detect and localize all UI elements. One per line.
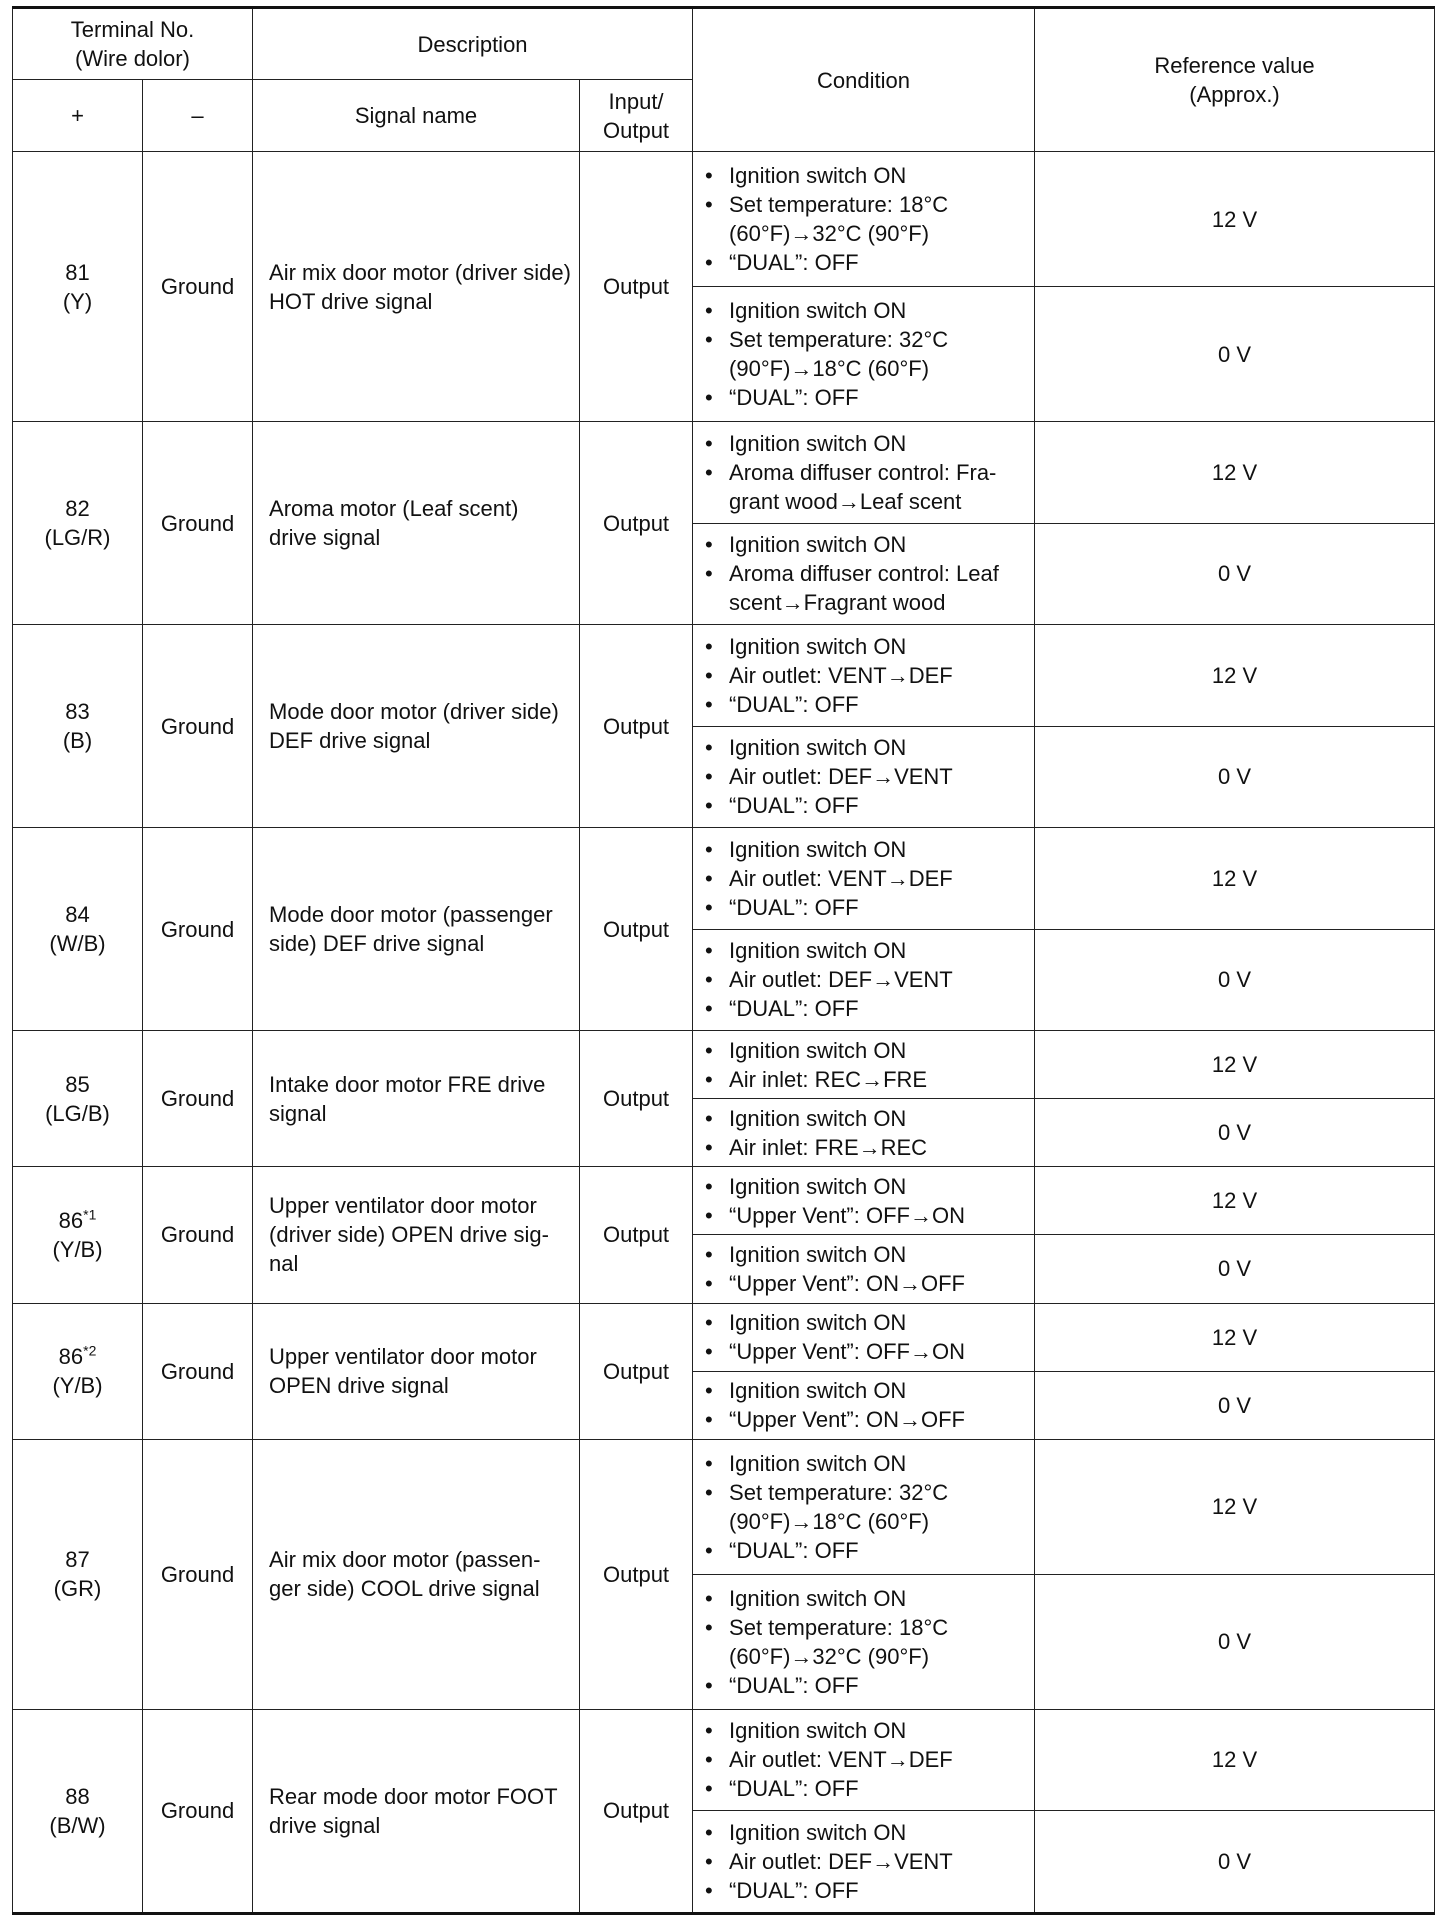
table-row: [13, 1031, 1435, 1099]
condition-text: Ignition switch ON: [729, 298, 907, 323]
condition-item: [703, 296, 1028, 325]
terminal-cell: [13, 422, 143, 625]
condition-list: [703, 632, 1028, 719]
reference-value-cell: 0 V: [1035, 1235, 1435, 1303]
bullet-icon: •: [705, 1310, 713, 1336]
condition-item: [703, 936, 1028, 965]
bullet-icon: •: [705, 163, 713, 188]
terminal-number-line: [13, 494, 142, 523]
bullet-icon: •: [705, 327, 713, 352]
input-output-cell: Output: [580, 1439, 693, 1709]
condition-cell: [693, 152, 1035, 287]
bullet-icon: •: [705, 1105, 713, 1131]
ground-cell: Ground: [143, 1167, 253, 1303]
condition-list: [703, 1104, 1028, 1162]
condition-list: [703, 161, 1028, 277]
terminal-cell: [13, 1031, 143, 1167]
reference-value-cell: 12 V: [1035, 422, 1435, 524]
condition-item: [703, 1449, 1028, 1478]
bullet-icon: •: [705, 764, 713, 790]
terminal-footnote: *1: [83, 1206, 97, 1223]
signal-name-header: Signal name: [253, 80, 580, 152]
terminal-number: 86: [58, 1344, 84, 1370]
terminal-number-line: [13, 1782, 142, 1811]
condition-item: [703, 1036, 1028, 1065]
terminal-number: 87: [65, 1547, 90, 1573]
condition-text: Ignition switch ON: [729, 1173, 907, 1199]
condition-text: Air outlet: VENT→DEF: [729, 1747, 953, 1773]
condition-cell: [693, 1371, 1035, 1439]
ground-cell: Ground: [143, 828, 253, 1031]
terminal-cell: [13, 828, 143, 1031]
condition-item: [703, 1240, 1028, 1269]
condition-text: Air outlet: VENT→DEF: [729, 865, 953, 891]
condition-cell: [693, 523, 1035, 625]
terminal-number-line: [13, 1545, 142, 1574]
condition-text: Air inlet: REC→FRE: [729, 1066, 928, 1092]
condition-text: “Upper Vent”: ON→OFF: [729, 1270, 965, 1296]
signal-name-cell: Mode door motor (driver side) DEF drive signal: [253, 625, 580, 828]
wire-color-label: (Wire dolor): [75, 46, 190, 71]
condition-item: [703, 530, 1028, 559]
condition-item: [703, 1376, 1028, 1405]
condition-item: [703, 325, 1028, 383]
description-header: Description: [253, 8, 693, 80]
bullet-icon: •: [705, 1537, 713, 1563]
terminal-cell: [13, 625, 143, 828]
condition-item: [703, 458, 1028, 516]
terminal-number-line: [13, 697, 142, 726]
bullet-icon: •: [705, 662, 713, 688]
table-body: [13, 152, 1435, 1914]
reference-value-cell: 0 V: [1035, 929, 1435, 1031]
bullet-icon: •: [705, 192, 713, 217]
signal-name-cell: Air mix door motor (passen-ger side) COOL drive signal: [253, 1439, 580, 1709]
bullet-icon: •: [705, 1672, 713, 1698]
condition-text: “DUAL”: OFF: [729, 996, 859, 1022]
reference-value-cell: 0 V: [1035, 1574, 1435, 1709]
bullet-icon: •: [705, 1066, 713, 1092]
condition-cell: [693, 1235, 1035, 1303]
condition-cell: [693, 422, 1035, 524]
terminal-number: 86: [58, 1207, 84, 1233]
condition-text: Ignition switch ON: [729, 1585, 907, 1611]
condition-text: Ignition switch ON: [729, 1378, 907, 1404]
terminal-number-line: [13, 1206, 142, 1235]
wire-color: (LG/B): [45, 1100, 110, 1126]
bullet-icon: •: [705, 967, 713, 993]
input-output-cell: Output: [580, 422, 693, 625]
bullet-icon: •: [705, 1339, 713, 1365]
condition-text: Air outlet: VENT→DEF: [729, 662, 953, 688]
ground-cell: Ground: [143, 625, 253, 828]
condition-header: Condition: [693, 8, 1035, 152]
bullet-icon: •: [705, 1718, 713, 1744]
wire-color: (W/B): [49, 931, 106, 957]
reference-value-cell: 12 V: [1035, 625, 1435, 727]
condition-text: “DUAL”: OFF: [729, 250, 859, 275]
condition-text: Air outlet: DEF→VENT: [729, 764, 953, 790]
bullet-icon: •: [705, 1585, 713, 1611]
terminal-number: 82: [65, 496, 90, 522]
bullet-icon: •: [705, 996, 713, 1022]
wire-color: (B/W): [49, 1812, 106, 1838]
condition-item: [703, 1716, 1028, 1745]
bullet-icon: •: [705, 1479, 713, 1505]
condition-item: [703, 661, 1028, 690]
ground-cell: Ground: [143, 1031, 253, 1167]
condition-item: [703, 791, 1028, 820]
condition-item: [703, 994, 1028, 1023]
wire-color: (GR): [53, 1576, 102, 1602]
condition-list: [703, 1716, 1028, 1803]
condition-item: [703, 161, 1028, 190]
condition-text: Ignition switch ON: [729, 1718, 907, 1744]
condition-cell: [693, 1439, 1035, 1574]
input-output-cell: Output: [580, 152, 693, 422]
condition-list: [703, 1376, 1028, 1434]
terminal-cell: [13, 1303, 143, 1439]
wire-color: (LG/R): [44, 525, 111, 551]
bullet-icon: •: [705, 1776, 713, 1802]
condition-item: [703, 1104, 1028, 1133]
condition-item: [703, 1269, 1028, 1298]
condition-item: [703, 1876, 1028, 1905]
condition-cell: [693, 828, 1035, 930]
output-label: Output: [603, 117, 670, 143]
table-row: [13, 828, 1435, 930]
condition-text: Ignition switch ON: [729, 1037, 907, 1063]
condition-cell: [693, 929, 1035, 1031]
condition-item: [703, 1201, 1028, 1230]
bullet-icon: •: [705, 1202, 713, 1228]
approx-label: (Approx.): [1189, 82, 1280, 107]
bullet-icon: •: [705, 385, 713, 410]
signal-name-cell: Aroma motor (Leaf scent) drive signal: [253, 422, 580, 625]
condition-list: [703, 1240, 1028, 1298]
table-row: [13, 152, 1435, 287]
bullet-icon: •: [705, 633, 713, 659]
reference-value-cell: 0 V: [1035, 287, 1435, 422]
bullet-icon: •: [705, 865, 713, 891]
table-row: [13, 1709, 1435, 1811]
wire-color: (Y/B): [52, 1236, 103, 1262]
condition-item: [703, 1584, 1028, 1613]
reference-value-cell: 12 V: [1035, 1439, 1435, 1574]
reference-value-cell: 12 V: [1035, 828, 1435, 930]
condition-text: “DUAL”: OFF: [729, 1537, 859, 1563]
terminal-number: 85: [65, 1071, 90, 1097]
condition-text: Air inlet: FRE→REC: [729, 1134, 928, 1160]
condition-text: Ignition switch ON: [729, 1105, 907, 1131]
condition-text: Aroma diffuser control: Fra-grant wood→Leaf scent: [729, 459, 997, 514]
terminal-footnote: *2: [83, 1342, 97, 1359]
signal-name-cell: Mode door motor (passenger side) DEF drive signal: [253, 828, 580, 1031]
bullet-icon: •: [705, 1747, 713, 1773]
condition-item: [703, 1405, 1028, 1434]
ground-cell: Ground: [143, 1439, 253, 1709]
condition-cell: [693, 1031, 1035, 1099]
terminal-number: 81: [65, 259, 90, 285]
table-row: [13, 625, 1435, 727]
bullet-icon: •: [705, 1241, 713, 1267]
condition-list: [703, 1818, 1028, 1905]
condition-cell: [693, 1574, 1035, 1709]
condition-text: Air outlet: DEF→VENT: [729, 1849, 953, 1875]
ground-cell: Ground: [143, 422, 253, 625]
condition-text: “Upper Vent”: OFF→ON: [729, 1339, 965, 1365]
condition-item: [703, 1847, 1028, 1876]
condition-list: [703, 296, 1028, 412]
condition-list: [703, 429, 1028, 516]
input-output-cell: Output: [580, 1167, 693, 1303]
condition-text: Ignition switch ON: [729, 735, 907, 761]
condition-item: [703, 1478, 1028, 1536]
bullet-icon: •: [705, 1270, 713, 1296]
table-row: [13, 1167, 1435, 1235]
input-output-cell: Output: [580, 1031, 693, 1167]
condition-text: Ignition switch ON: [729, 836, 907, 862]
condition-text: Ignition switch ON: [729, 938, 907, 964]
input-output-cell: Output: [580, 625, 693, 828]
ground-cell: Ground: [143, 1303, 253, 1439]
condition-item: [703, 248, 1028, 277]
condition-item: [703, 762, 1028, 791]
condition-item: [703, 1745, 1028, 1774]
terminal-number-line: [13, 1342, 142, 1371]
reference-value-cell: 12 V: [1035, 1167, 1435, 1235]
condition-list: [703, 1584, 1028, 1700]
ground-cell: Ground: [143, 1709, 253, 1913]
condition-item: [703, 1774, 1028, 1803]
bullet-icon: •: [705, 532, 713, 558]
bullet-icon: •: [705, 561, 713, 587]
reference-value-cell: 12 V: [1035, 1303, 1435, 1371]
reference-value-header: [1035, 8, 1435, 152]
signal-name-cell: Upper ventilator door motor (driver side) OPEN drive sig-nal: [253, 1167, 580, 1303]
condition-cell: [693, 1811, 1035, 1914]
condition-list: [703, 936, 1028, 1023]
terminal-cell: [13, 1167, 143, 1303]
condition-list: [703, 733, 1028, 820]
condition-list: [703, 1172, 1028, 1230]
condition-text: “DUAL”: OFF: [729, 691, 859, 717]
terminal-number-line: [13, 1070, 142, 1099]
reference-value-cell: 0 V: [1035, 1099, 1435, 1167]
condition-text: “DUAL”: OFF: [729, 894, 859, 920]
condition-cell: [693, 287, 1035, 422]
bullet-icon: •: [705, 894, 713, 920]
plus-header: +: [13, 80, 143, 152]
condition-text: Set temperature: 18°C (60°F)→32°C (90°F): [729, 192, 949, 246]
condition-text: “DUAL”: OFF: [729, 1776, 859, 1802]
terminal-no-label: Terminal No.: [70, 17, 195, 42]
bullet-icon: •: [705, 793, 713, 819]
input-label: Input/: [608, 88, 664, 114]
table-row: [13, 1439, 1435, 1574]
reference-value-cell: 12 V: [1035, 152, 1435, 287]
condition-list: [703, 1449, 1028, 1565]
bullet-icon: •: [705, 1614, 713, 1640]
condition-item: [703, 1065, 1028, 1094]
condition-item: [703, 1133, 1028, 1162]
reference-value-cell: 12 V: [1035, 1709, 1435, 1811]
terminal-number: 83: [65, 699, 90, 725]
condition-cell: [693, 1099, 1035, 1167]
bullet-icon: •: [705, 1134, 713, 1160]
condition-item: [703, 733, 1028, 762]
condition-item: [703, 429, 1028, 458]
terminal-cell: [13, 152, 143, 422]
reference-value-cell: 0 V: [1035, 523, 1435, 625]
condition-text: Air outlet: DEF→VENT: [729, 967, 953, 993]
reference-value-cell: 0 V: [1035, 1371, 1435, 1439]
condition-text: Ignition switch ON: [729, 633, 907, 659]
terminal-number-line: [13, 900, 142, 929]
input-output-header: [580, 80, 693, 152]
bullet-icon: •: [705, 1173, 713, 1199]
terminal-number-line: [13, 258, 142, 287]
bullet-icon: •: [705, 1849, 713, 1875]
bullet-icon: •: [705, 938, 713, 964]
condition-text: Set temperature: 32°C (90°F)→18°C (60°F): [729, 1479, 949, 1534]
input-output-cell: Output: [580, 1709, 693, 1913]
bullet-icon: •: [705, 250, 713, 275]
condition-item: [703, 1172, 1028, 1201]
condition-item: [703, 893, 1028, 922]
condition-cell: [693, 1303, 1035, 1371]
reference-value-cell: 0 V: [1035, 1811, 1435, 1914]
condition-cell: [693, 1709, 1035, 1811]
reference-value-cell: 0 V: [1035, 726, 1435, 828]
condition-text: Set temperature: 32°C (90°F)→18°C (60°F): [729, 327, 949, 381]
terminal-cell: [13, 1439, 143, 1709]
bullet-icon: •: [705, 459, 713, 485]
input-output-cell: Output: [580, 1303, 693, 1439]
wire-color: (Y): [62, 288, 93, 314]
signal-name-cell: Upper ventilator door motor OPEN drive signal: [253, 1303, 580, 1439]
condition-text: Set temperature: 18°C (60°F)→32°C (90°F): [729, 1614, 949, 1669]
condition-text: “Upper Vent”: ON→OFF: [729, 1407, 965, 1433]
condition-item: [703, 965, 1028, 994]
minus-header: –: [143, 80, 253, 152]
condition-item: [703, 835, 1028, 864]
table-row: [13, 1303, 1435, 1371]
condition-item: [703, 1671, 1028, 1700]
wire-color: (Y/B): [52, 1373, 103, 1399]
bullet-icon: •: [705, 298, 713, 323]
terminal-number: 88: [65, 1783, 90, 1809]
condition-text: Ignition switch ON: [729, 1450, 907, 1476]
signal-name-cell: Rear mode door motor FOOT drive signal: [253, 1709, 580, 1913]
condition-text: “Upper Vent”: OFF→ON: [729, 1202, 965, 1228]
signal-name-cell: Air mix door motor (driver side) HOT drive signal: [253, 152, 580, 422]
condition-text: Ignition switch ON: [729, 430, 907, 456]
condition-cell: [693, 726, 1035, 828]
condition-list: [703, 530, 1028, 617]
condition-item: [703, 1536, 1028, 1565]
condition-item: [703, 864, 1028, 893]
condition-text: “DUAL”: OFF: [729, 793, 859, 819]
bullet-icon: •: [705, 735, 713, 761]
bullet-icon: •: [705, 1820, 713, 1846]
condition-item: [703, 690, 1028, 719]
bullet-icon: •: [705, 1878, 713, 1904]
condition-list: [703, 1308, 1028, 1366]
condition-text: “DUAL”: OFF: [729, 1878, 859, 1904]
condition-text: “DUAL”: OFF: [729, 1672, 859, 1698]
condition-item: [703, 190, 1028, 248]
condition-cell: [693, 625, 1035, 727]
condition-item: [703, 1308, 1028, 1337]
terminal-cell: [13, 1709, 143, 1913]
condition-item: [703, 559, 1028, 617]
terminal-number: 84: [65, 902, 90, 928]
condition-item: [703, 1613, 1028, 1671]
condition-cell: [693, 1167, 1035, 1235]
condition-list: [703, 835, 1028, 922]
bullet-icon: •: [705, 1407, 713, 1433]
condition-item: [703, 383, 1028, 412]
condition-list: [703, 1036, 1028, 1094]
input-output-cell: Output: [580, 828, 693, 1031]
reference-value-label: Reference value: [1154, 53, 1315, 78]
terminal-reference-table: [12, 6, 1435, 1915]
bullet-icon: •: [705, 1037, 713, 1063]
condition-item: [703, 632, 1028, 661]
condition-text: Ignition switch ON: [729, 532, 907, 558]
condition-item: [703, 1337, 1028, 1366]
table-row: [13, 422, 1435, 524]
condition-text: “DUAL”: OFF: [729, 385, 859, 410]
condition-text: Ignition switch ON: [729, 1241, 907, 1267]
bullet-icon: •: [705, 430, 713, 456]
bullet-icon: •: [705, 836, 713, 862]
condition-text: Ignition switch ON: [729, 1310, 907, 1336]
bullet-icon: •: [705, 1450, 713, 1476]
bullet-icon: •: [705, 1378, 713, 1404]
condition-text: Ignition switch ON: [729, 163, 907, 188]
condition-text: Ignition switch ON: [729, 1820, 907, 1846]
reference-value-cell: 12 V: [1035, 1031, 1435, 1099]
signal-name-cell: Intake door motor FRE drive signal: [253, 1031, 580, 1167]
wire-color: (B): [62, 728, 93, 754]
bullet-icon: •: [705, 691, 713, 717]
terminal-header: [13, 8, 253, 80]
condition-text: Aroma diffuser control: Leaf scent→Fragrant wood: [729, 561, 999, 616]
ground-cell: Ground: [143, 152, 253, 422]
condition-item: [703, 1818, 1028, 1847]
